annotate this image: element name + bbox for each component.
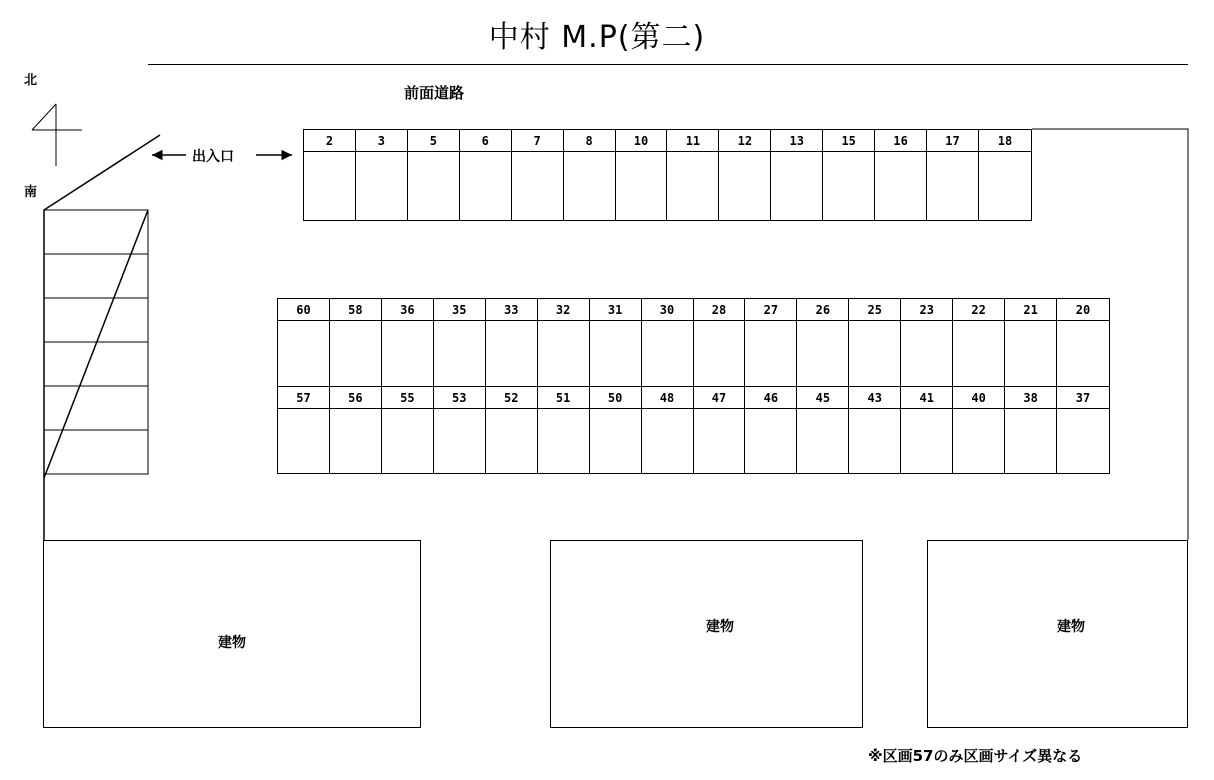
parking-space-number: 20: [1057, 299, 1109, 321]
parking-space-number: 15: [823, 130, 874, 152]
parking-space-number: 60: [278, 299, 329, 321]
left-side-structure: [44, 210, 148, 478]
parking-space: [330, 387, 382, 473]
parking-space: [564, 130, 616, 220]
parking-space: [979, 130, 1031, 220]
entrance-label: 出入口: [192, 149, 234, 165]
parking-space: [953, 299, 1005, 387]
parking-space-number: 32: [538, 299, 589, 321]
parking-space-number: 28: [694, 299, 745, 321]
parking-row-front: [303, 129, 1032, 221]
parking-space: [382, 387, 434, 473]
parking-space: [538, 299, 590, 387]
parking-space: [1057, 387, 1109, 473]
parking-space-number: 12: [719, 130, 770, 152]
parking-space: [1005, 299, 1057, 387]
footnote: ※区画57のみ区画サイズ異なる: [868, 747, 1083, 765]
building-right-label: 建物: [1057, 619, 1085, 635]
parking-space: [278, 299, 330, 387]
parking-space: [901, 387, 953, 473]
parking-space-number: 13: [771, 130, 822, 152]
lot-boundary: [44, 135, 160, 540]
parking-space-number: 45: [797, 387, 848, 409]
parking-space: [719, 130, 771, 220]
parking-space: [823, 130, 875, 220]
parking-space-number: 16: [875, 130, 926, 152]
parking-space: [745, 387, 797, 473]
parking-space-number: 10: [616, 130, 667, 152]
parking-space: [797, 387, 849, 473]
compass-north-label: 北: [24, 73, 38, 88]
parking-space-number: 21: [1005, 299, 1056, 321]
parking-space-number: 17: [927, 130, 978, 152]
parking-space-number: 36: [382, 299, 433, 321]
parking-space-number: 22: [953, 299, 1004, 321]
parking-space: [408, 130, 460, 220]
parking-space: [434, 387, 486, 473]
parking-row-middle-upper: [277, 298, 1110, 386]
parking-space-number: 25: [849, 299, 900, 321]
parking-space-number: 51: [538, 387, 589, 409]
parking-space: [538, 387, 590, 473]
parking-space-number: 7: [512, 130, 563, 152]
parking-space: [927, 130, 979, 220]
parking-space-number: 8: [564, 130, 615, 152]
parking-space: [694, 387, 746, 473]
parking-space-number: 47: [694, 387, 745, 409]
building-right: [927, 540, 1188, 728]
parking-space: [486, 387, 538, 473]
parking-space-number: 33: [486, 299, 537, 321]
parking-space: [953, 387, 1005, 473]
parking-space: [434, 299, 486, 387]
compass-icon: [32, 104, 82, 166]
parking-space: [745, 299, 797, 387]
parking-space: [1057, 299, 1109, 387]
parking-space-number: 46: [745, 387, 796, 409]
parking-space-number: 55: [382, 387, 433, 409]
parking-space: [694, 299, 746, 387]
parking-space-number: 48: [642, 387, 693, 409]
parking-space-number: 56: [330, 387, 381, 409]
building-left-label: 建物: [218, 635, 246, 651]
parking-space-number: 2: [304, 130, 355, 152]
parking-space-number: 58: [330, 299, 381, 321]
building-left: [43, 540, 421, 728]
parking-space: [460, 130, 512, 220]
parking-space-number: 41: [901, 387, 952, 409]
front-road-label: 前面道路: [404, 84, 465, 102]
parking-space-number: 43: [849, 387, 900, 409]
compass-south-label: 南: [24, 185, 38, 200]
parking-row-middle-lower: [277, 386, 1110, 474]
parking-space-number: 50: [590, 387, 641, 409]
parking-space-number: 52: [486, 387, 537, 409]
parking-space: [356, 130, 408, 220]
parking-space-number: 6: [460, 130, 511, 152]
parking-space-number: 27: [745, 299, 796, 321]
parking-space-number: 37: [1057, 387, 1109, 409]
parking-space-number: 35: [434, 299, 485, 321]
parking-space: [590, 387, 642, 473]
parking-space: [1005, 387, 1057, 473]
parking-space-number: 53: [434, 387, 485, 409]
parking-space: [330, 299, 382, 387]
parking-space: [849, 299, 901, 387]
parking-space: [512, 130, 564, 220]
parking-space: [849, 387, 901, 473]
building-center-label: 建物: [706, 619, 734, 635]
parking-space-number: 38: [1005, 387, 1056, 409]
parking-space-number: 3: [356, 130, 407, 152]
parking-space: [616, 130, 668, 220]
parking-space: [486, 299, 538, 387]
parking-space-number: 23: [901, 299, 952, 321]
parking-space-number: 26: [797, 299, 848, 321]
parking-space-number: 5: [408, 130, 459, 152]
parking-space: [901, 299, 953, 387]
parking-space: [797, 299, 849, 387]
parking-space-number: 57: [278, 387, 329, 409]
parking-space-number: 40: [953, 387, 1004, 409]
building-center: [550, 540, 863, 728]
parking-space-number: 31: [590, 299, 641, 321]
parking-space-number: 30: [642, 299, 693, 321]
parking-space-number: 11: [667, 130, 718, 152]
parking-space: [278, 387, 330, 473]
page-title: 中村 M.P(第二): [488, 20, 706, 55]
parking-space: [642, 387, 694, 473]
parking-space: [382, 299, 434, 387]
parking-space: [771, 130, 823, 220]
parking-space: [642, 299, 694, 387]
parking-space: [590, 299, 642, 387]
parking-space: [667, 130, 719, 220]
parking-space-number: 18: [979, 130, 1031, 152]
parking-space: [304, 130, 356, 220]
parking-space: [875, 130, 927, 220]
